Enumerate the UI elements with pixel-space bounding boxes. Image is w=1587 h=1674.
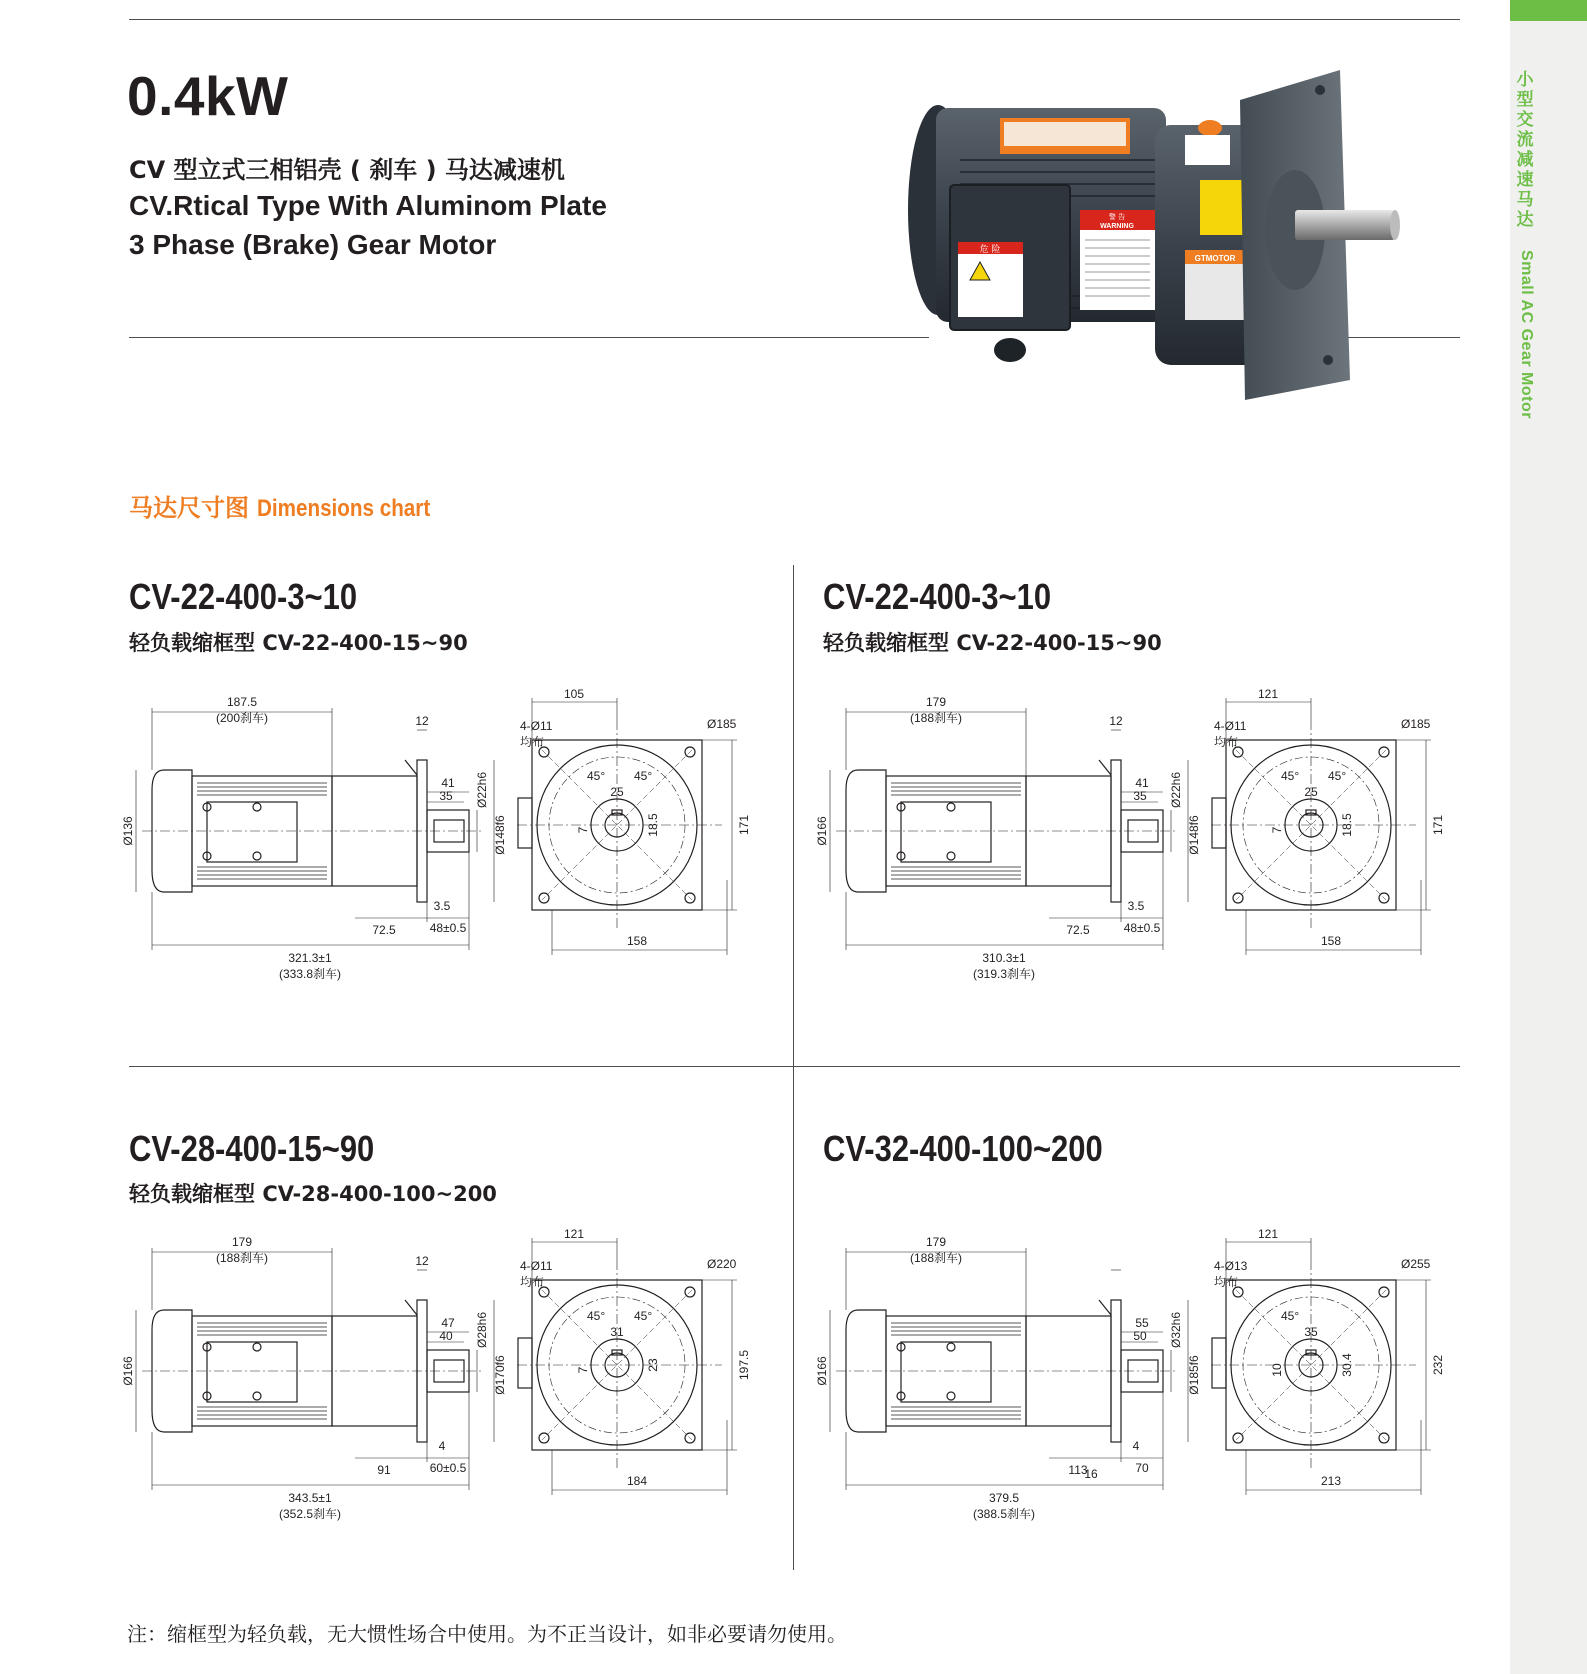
terminal-box-outline [207,1342,297,1402]
dim-total: 310.3±1 [982,951,1026,965]
gearbox-label [1185,135,1230,165]
dim-total-brake: (388.5刹车) [972,1507,1036,1521]
dim-height: 197.5 [737,1349,751,1381]
dim-len-top: 179 [925,1235,947,1249]
dim-len-top-brake: (188刹车) [909,711,963,725]
dim-key-width: 31 [610,1325,624,1339]
top-rule [129,19,1460,20]
dim-gear-len: 113 [1068,1463,1088,1477]
dim-gear-len: 72.5 [372,923,396,937]
dim-angle-2: 45° [634,769,653,783]
dim-key-len: 35 [1133,789,1147,803]
dim-flange: 12 [1109,714,1123,728]
dim-base: 213 [1320,1474,1342,1488]
dim-flange: 12 [415,714,429,728]
dim-key-len: 35 [439,789,453,803]
dim-holes: 4-Ø11 [520,1259,553,1273]
dim-pilot: Ø148f6 [493,815,507,855]
footnote: 注：缩框型为轻负载，无大惯性场合中使用。为不正当设计，如非必要请勿使用。 [127,1622,847,1646]
dim-flange: 12 [415,1254,429,1268]
gear-motor-photo [900,60,1460,440]
dim-key-width: 35 [1304,1325,1318,1339]
dim-key-width: 25 [1304,785,1318,799]
dim-height: 171 [737,814,751,836]
cable-gland [994,338,1026,362]
dim-front-width: 121 [563,1227,585,1241]
title-cn: CV 型立式三相铝壳 ( 刹车 ) 马达减速机 [129,156,565,184]
warning-label-en: WARNING [1100,223,1134,230]
terminal-box-outline [901,1342,991,1402]
dim-total-brake: (352.5刹车) [278,1507,342,1521]
dim-holes-note: 均布 [1214,1275,1239,1289]
front-terminal-outline [1212,798,1226,848]
dimensions-title-en: Dimensions chart [257,495,431,522]
dim-total: 379.5 [988,1491,1020,1505]
dim-holes-note: 均布 [520,735,545,749]
header-rule [129,337,929,338]
output-shaft [1295,210,1395,240]
dim-shaft-dia: Ø22h6 [475,771,489,809]
dim-pcd: Ø255 [1401,1257,1431,1271]
dim-pilot: Ø148f6 [1187,815,1201,855]
front-terminal-outline [1212,1338,1226,1388]
dim-gear-len: 91 [377,1463,391,1477]
model-title-3: CV-28-400-15~90 [129,1128,375,1169]
dim-shaft-out: 48±0.5 [429,921,467,935]
dim-key-height: 23 [646,1358,660,1372]
model-subtitle-1: 轻负载缩框型 CV-22-400-15~90 [129,631,468,655]
model-subtitle-3: 轻负载缩框型 CV-28-400-100~200 [129,1182,497,1206]
sidebar-tab [1510,0,1587,21]
dim-shaft-len: 55 [1135,1316,1149,1330]
power-rating: 0.4kW [127,65,289,127]
dim-shaft-len: 47 [441,1316,455,1330]
grid-vertical-divider [793,565,794,1570]
danger-label-title: 危 险 [979,245,1001,255]
dim-base: 158 [1320,934,1342,948]
model-title-1: CV-22-400-3~10 [129,576,358,617]
sidebar-label-cn: 小型交流减速马达 [1516,70,1534,230]
dim-key-height: 30.4 [1340,1353,1354,1377]
dim-key-width: 25 [610,785,624,799]
dim-base: 184 [626,1474,648,1488]
dim-len-top-brake: (188刹车) [215,1251,269,1265]
dim-holes-note: 均布 [1214,735,1239,749]
dim-shaft-dia: Ø22h6 [1169,771,1183,809]
dim-angle-2: 45° [634,1309,653,1323]
drawing-1 [122,680,762,1025]
sidebar-label-en: Small AC Gear Motor [1518,250,1535,419]
dim-total: 343.5±1 [288,1491,332,1505]
model-subtitle-2: 轻负载缩框型 CV-22-400-15~90 [823,631,1162,655]
dim-shaft-out: 70 [1135,1461,1149,1475]
dim-angle-2: 45° [1328,769,1347,783]
front-terminal-outline [518,1338,532,1388]
dimensions-chart-title [129,488,459,523]
dim-len-top: 179 [925,695,947,709]
terminal-box-outline [901,802,991,862]
drawing-4 [816,1220,1456,1565]
dim-angle-1: 45° [587,769,606,783]
dim-motor-dia: Ø166 [816,1356,829,1386]
dim-holes: 4-Ø11 [520,719,553,733]
dim-total-brake: (319.3刹车) [972,967,1036,981]
dim-len-top-brake: (200刹车) [215,711,269,725]
dim-height: 232 [1431,1354,1445,1376]
dim-front-width: 105 [563,687,585,701]
dim-key-off: 4 [1132,1439,1140,1453]
dim-shaft-len: 41 [441,776,455,790]
dim-total-brake: (333.8刹车) [278,967,342,981]
dim-key-depth: 7 [1270,826,1284,834]
terminal-box-outline [207,802,297,862]
dim-key-depth: 7 [576,826,590,834]
dim-key-off: 3.5 [1127,899,1145,913]
brand-badge: GTMOTOR [1194,254,1236,263]
title-en-line2: 3 Phase (Brake) Gear Motor [129,229,497,260]
dim-holes-note: 均布 [520,1275,545,1289]
dim-holes: 4-Ø13 [1214,1259,1248,1273]
dim-shaft-dia: Ø32h6 [1169,1311,1183,1349]
dim-key-depth: 10 [1270,1363,1284,1377]
grid-horizontal-divider [129,1066,1460,1067]
warning-label-title: 警 告 [1108,213,1126,221]
dim-height: 171 [1431,814,1445,836]
dim-base: 158 [626,934,648,948]
dim-key-off: 4 [438,1439,446,1453]
sidebar-label-en-wrap [1512,250,1538,430]
dim-front-width: 121 [1257,687,1279,701]
model-title-2: CV-22-400-3~10 [823,576,1052,617]
dim-shaft-dia: Ø28h6 [475,1311,489,1349]
dim-pilot: Ø170f6 [493,1355,507,1395]
dim-pcd: Ø185 [1401,717,1431,731]
dim-shaft-len: 41 [1135,776,1149,790]
dim-motor-dia: Ø166 [122,1356,135,1386]
dim-total: 321.3±1 [288,951,332,965]
dim-pilot: Ø185f6 [1187,1355,1201,1395]
drawing-3 [122,1220,762,1565]
dim-angle-1: 45° [587,1309,606,1323]
dim-key-off2: 16 [1084,1467,1098,1481]
dim-gear-len: 72.5 [1066,923,1090,937]
title-en-line1: CV.Rtical Type With Aluminom Plate [129,190,607,221]
dim-motor-dia: Ø136 [122,816,135,846]
dim-key-depth: 7 [576,1366,590,1374]
dim-len-top: 179 [231,1235,253,1249]
dim-shaft-out: 48±0.5 [1123,921,1161,935]
dim-key-off: 3.5 [433,899,451,913]
dim-holes: 4-Ø11 [1214,719,1247,733]
dim-key-height: 18.5 [1340,813,1354,837]
drawing-2 [816,680,1456,1025]
dim-shaft-out: 60±0.5 [429,1461,467,1475]
dim-motor-dia: Ø166 [816,816,829,846]
dim-key-height: 18.5 [646,813,660,837]
dim-angle-1: 45° [1281,769,1300,783]
rotation-label [1200,180,1245,235]
dim-pcd: Ø220 [707,1257,737,1271]
model-title-4: CV-32-400-100~200 [823,1128,1103,1169]
oil-plug [1198,120,1222,136]
dim-len-top-brake: (188刹车) [909,1251,963,1265]
dim-angle-1: 45° [1281,1309,1300,1323]
dim-front-width: 121 [1257,1227,1279,1241]
front-terminal-outline [518,798,532,848]
dim-key-len: 50 [1133,1329,1147,1343]
dim-len-top: 187.5 [226,695,258,709]
dim-pcd: Ø185 [707,717,737,731]
dim-key-len: 40 [439,1329,453,1343]
dimensions-title-cn: 马达尺寸图 [129,494,249,522]
